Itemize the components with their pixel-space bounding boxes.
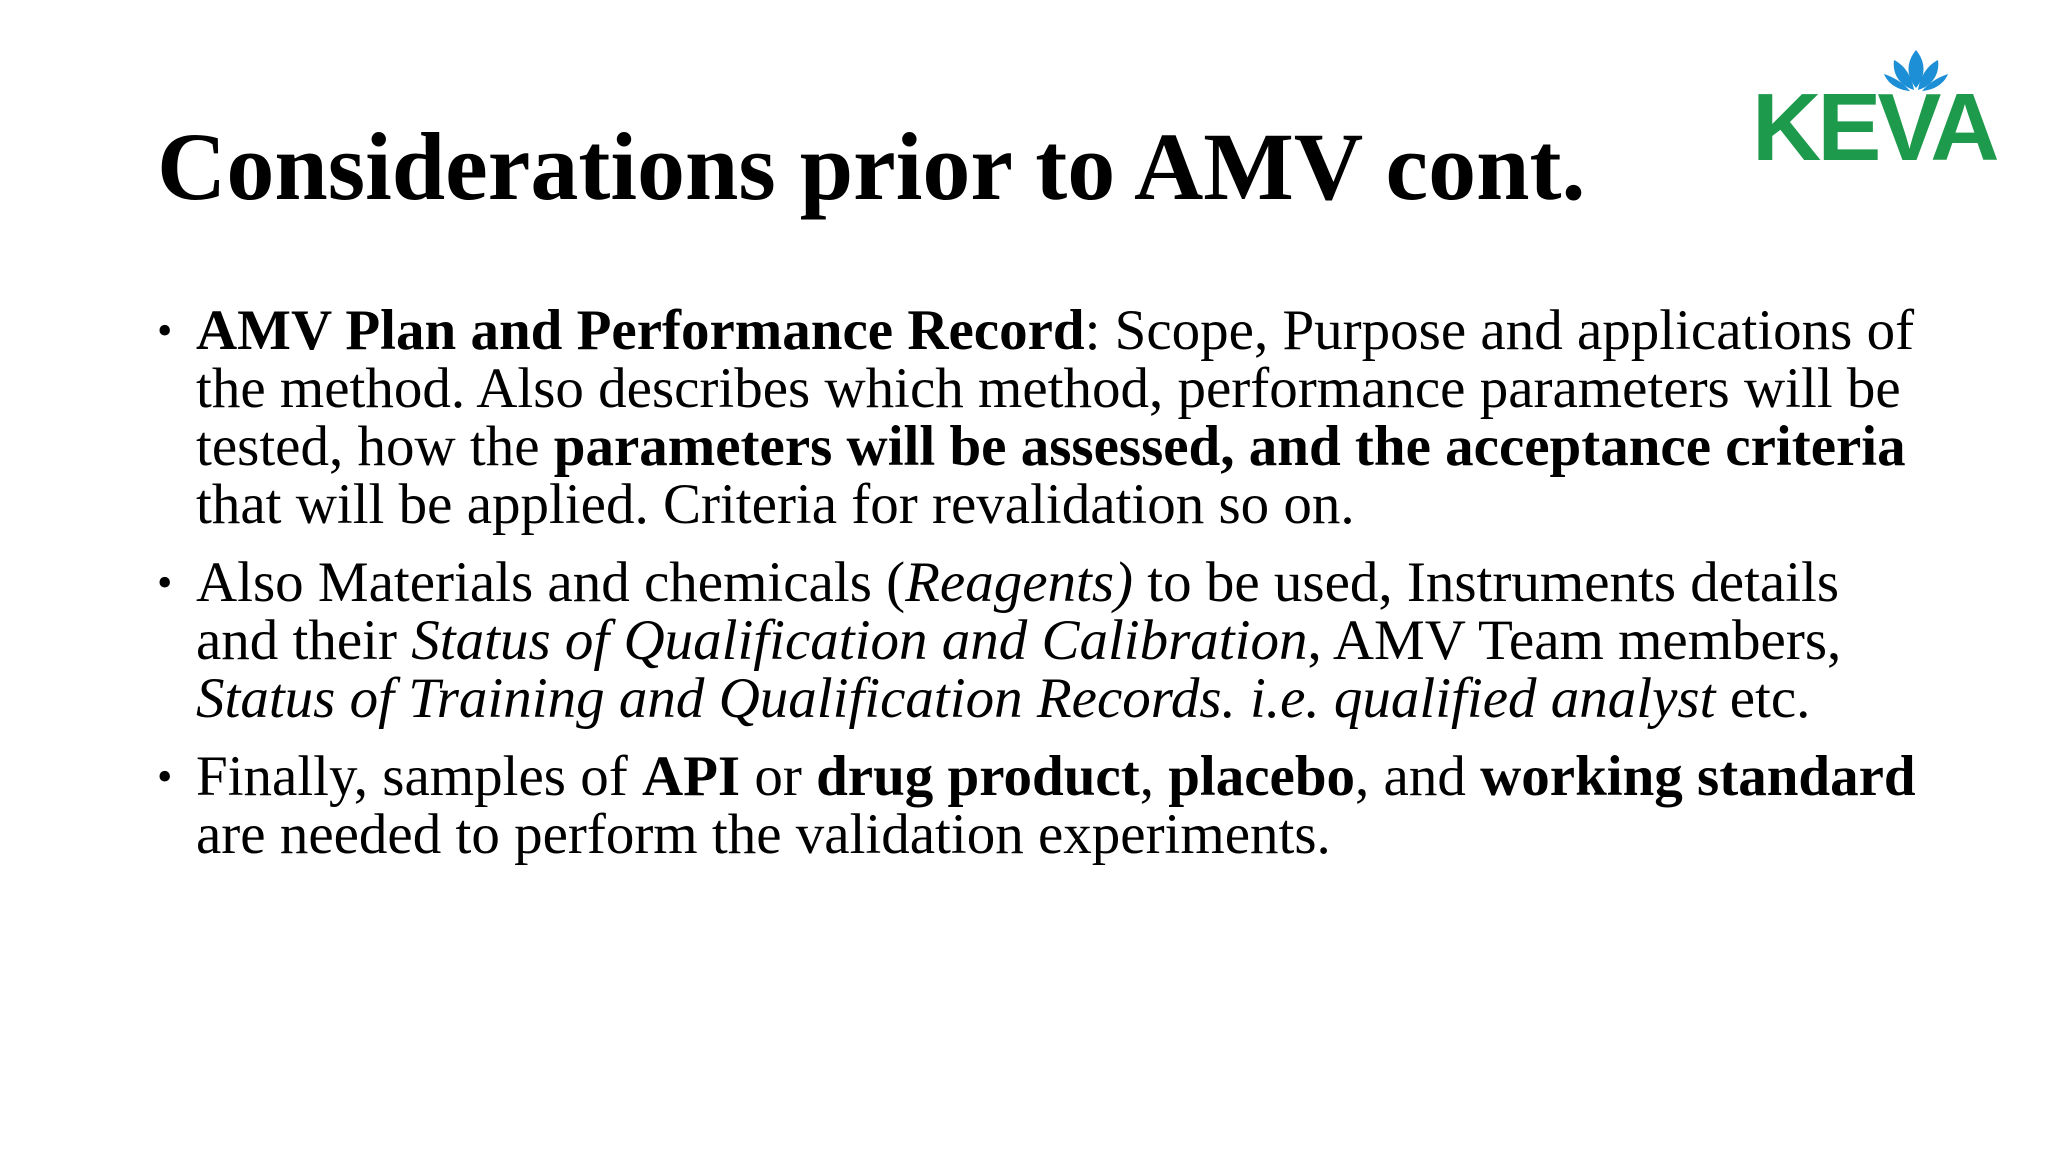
- bullet-text-segment: Also Materials and chemicals (: [196, 551, 906, 614]
- bullet-text-segment: Status of Training and Qualification Records. i.e. qualified analyst: [196, 667, 1716, 730]
- bullet-text-segment: , and: [1355, 745, 1481, 808]
- slide-title: Considerations prior to AMV cont.: [157, 113, 1586, 220]
- bullet-text-segment: Finally, samples of: [196, 745, 642, 808]
- keva-logo: [1748, 44, 2040, 168]
- logo-text: KEVA: [1752, 74, 1996, 168]
- bullet-text-segment: parameters will be assessed, and the acceptance criteria: [553, 415, 1906, 478]
- bullet-text-segment: drug product: [816, 745, 1140, 808]
- bullet-text-segment: to be used, Instruments details and their: [196, 551, 1840, 672]
- bullet-text-segment: ,: [1139, 745, 1169, 808]
- bullet-text-segment: Reagents): [905, 551, 1134, 614]
- bullet-marker: •: [157, 306, 173, 355]
- bullet-text-segment: placebo: [1168, 745, 1356, 808]
- bullet-text-segment: working standard: [1480, 745, 1916, 808]
- bullet-text-segment: API: [641, 745, 741, 808]
- bullet-item: [157, 745, 1917, 866]
- bullet-text-segment: etc.: [1715, 667, 1811, 730]
- bullet-text-segment: : Scope, Purpose and applications of the method. Also describes which method, performance parameters will be tested, how the: [196, 299, 1915, 478]
- bullet-marker: •: [157, 752, 173, 801]
- bullet-text-segment: that will be applied. Criteria for revalidation so on.: [196, 473, 1355, 536]
- bullet-marker: •: [157, 558, 173, 607]
- bullet-list: [157, 299, 1917, 884]
- bullet-text-segment: or: [740, 745, 817, 808]
- bullet-text-segment: are needed to perform the validation experiments.: [196, 803, 1331, 866]
- keva-logo-graphic: [1748, 44, 2040, 168]
- bullet-text-segment: AMV Plan and Performance Record: [196, 299, 1085, 362]
- bullet-item: [157, 299, 1917, 536]
- bullet-text-segment: , AMV Team members,: [1307, 609, 1842, 672]
- bullet-text-segment: Status of Qualification and Calibration: [411, 609, 1308, 672]
- bullet-item: [157, 551, 1917, 730]
